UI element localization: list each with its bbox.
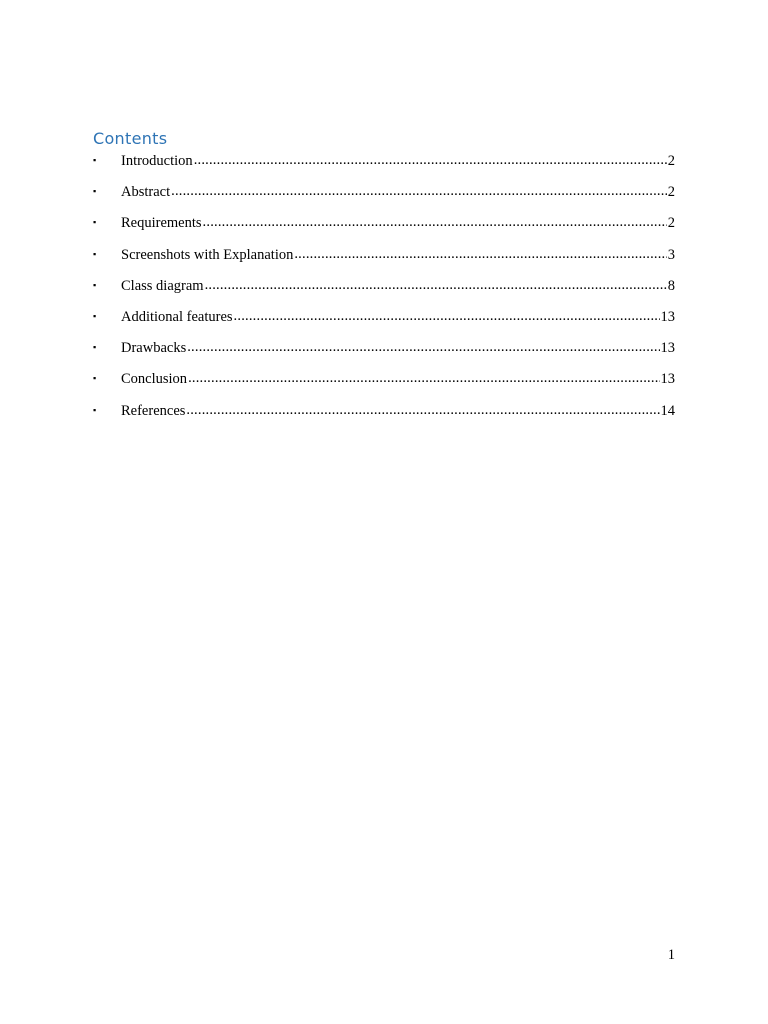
dot-leader bbox=[234, 306, 660, 326]
toc-entry-title: Class diagram bbox=[121, 277, 204, 294]
bullet-icon: ▪ bbox=[93, 373, 97, 384]
toc-entry-title: Requirements bbox=[121, 215, 202, 232]
toc-entry-conclusion[interactable] bbox=[93, 369, 675, 400]
bullet-icon: ▪ bbox=[93, 310, 97, 321]
toc-entry-drawbacks[interactable] bbox=[93, 338, 675, 369]
bullet-icon: ▪ bbox=[93, 404, 97, 415]
toc-list bbox=[93, 151, 675, 432]
footer-page-number: 1 bbox=[667, 947, 675, 963]
toc-entry-class-diagram[interactable] bbox=[93, 276, 675, 307]
dot-leader bbox=[188, 368, 659, 388]
bullet-icon: ▪ bbox=[93, 155, 97, 165]
dot-leader bbox=[187, 337, 659, 357]
toc-entry-references[interactable] bbox=[93, 401, 675, 432]
toc-entry-page: 2 bbox=[667, 153, 675, 169]
toc-entry-page: 13 bbox=[660, 340, 675, 357]
toc-entry-title: Additional features bbox=[121, 308, 233, 325]
bullet-icon: ▪ bbox=[93, 248, 97, 259]
toc-entry-requirements[interactable] bbox=[93, 213, 675, 244]
toc-entry-title: Screenshots with Explanation bbox=[121, 246, 294, 263]
toc-entry-title: Drawbacks bbox=[121, 340, 187, 357]
toc-heading: Contents bbox=[93, 129, 168, 148]
dot-leader bbox=[203, 212, 667, 232]
dot-leader bbox=[171, 181, 667, 201]
dot-leader bbox=[294, 244, 666, 264]
toc-entry-additional-features[interactable] bbox=[93, 307, 675, 338]
toc-entry-screenshots[interactable] bbox=[93, 245, 675, 276]
toc-entry-title: Conclusion bbox=[121, 371, 188, 388]
toc-entry-abstract[interactable] bbox=[93, 182, 675, 213]
toc-entry-page: 2 bbox=[667, 184, 675, 201]
toc-entry-introduction[interactable] bbox=[93, 151, 675, 182]
bullet-icon: ▪ bbox=[93, 217, 97, 228]
toc-entry-page: 2 bbox=[667, 215, 675, 232]
toc-entry-title: Introduction bbox=[121, 153, 193, 169]
toc-entry-page: 13 bbox=[660, 308, 675, 325]
toc-entry-page: 14 bbox=[660, 402, 675, 419]
dot-leader bbox=[205, 275, 667, 295]
toc-entry-page: 3 bbox=[667, 246, 675, 263]
dot-leader bbox=[194, 150, 667, 170]
toc-entry-title: Abstract bbox=[121, 184, 171, 201]
toc-entry-page: 8 bbox=[667, 277, 675, 294]
dot-leader bbox=[186, 400, 659, 420]
bullet-icon: ▪ bbox=[93, 186, 97, 197]
toc-entry-page: 13 bbox=[660, 371, 675, 388]
bullet-icon: ▪ bbox=[93, 279, 97, 290]
toc-entry-title: References bbox=[121, 402, 186, 419]
bullet-icon: ▪ bbox=[93, 342, 97, 353]
